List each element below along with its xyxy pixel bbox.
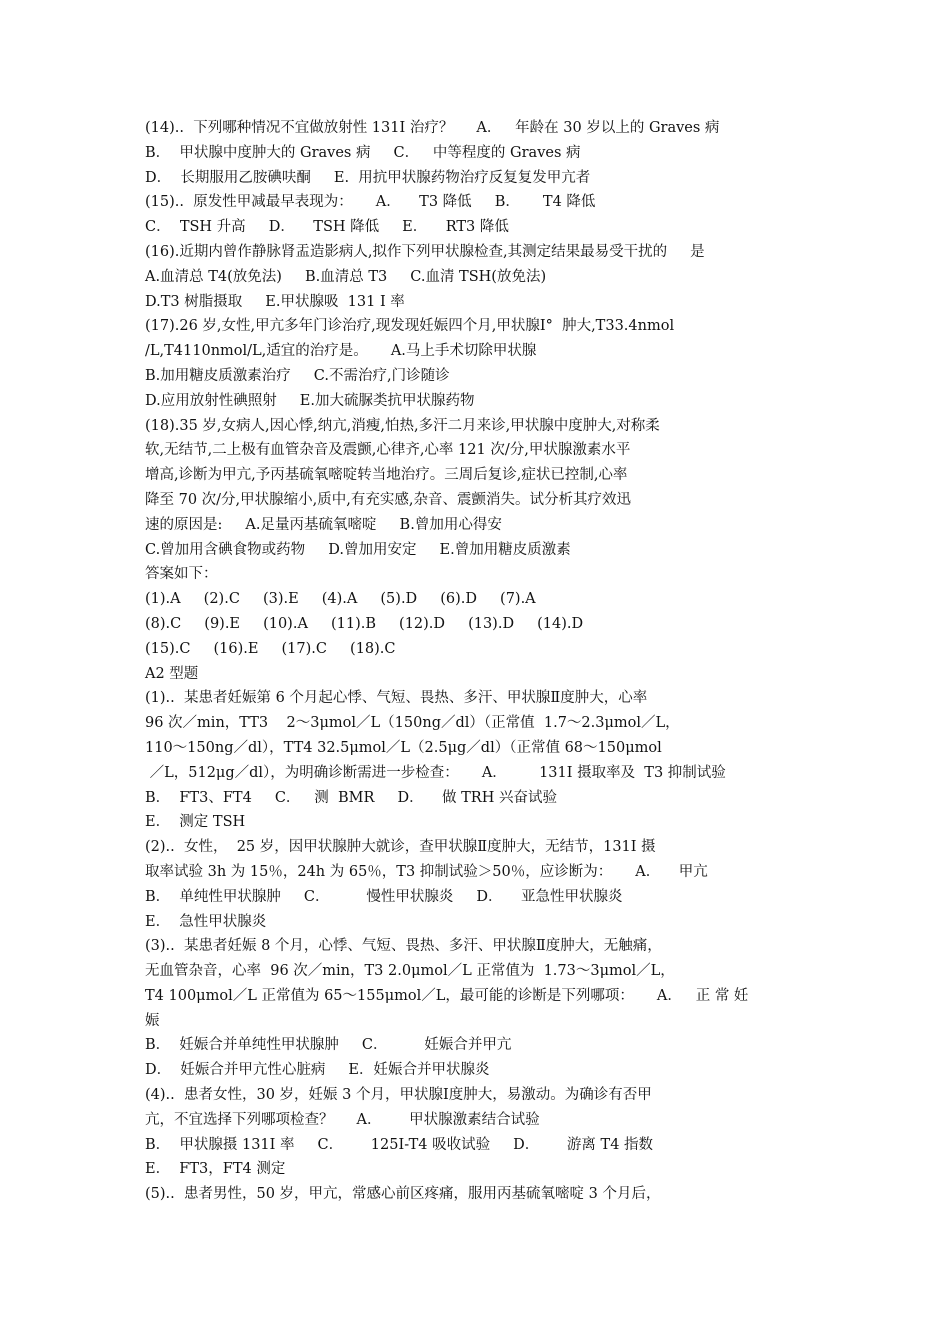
document-body [145, 116, 815, 1207]
question-16-options: A.血清总 T4(放免法) B.血清总 T3 C.血清 TSH(放免法) [145, 268, 547, 285]
a2-question-3-stem: (3).. 某患者妊娠 8 个月，心悸、气短、畏热、多汗、甲状腺Ⅱ度肿大，无触痛， [145, 938, 662, 955]
question-14-stem: (14).. 下列哪种情况不宜做放射性 131I 治疗？ A． 年龄在 30 岁以上的 Graves 病 [145, 120, 720, 136]
question-14-options: D． 长期服用乙胺碘呋酮 E. 用抗甲状腺药物治疗反复复发甲亢者 [145, 169, 591, 186]
a2-question-1-stem: 96 次／min，TT3 2～3μmol／L（150ng／dl）（正常值 1.7～2.3μmol／L， [145, 715, 680, 732]
a2-question-4-options: B． 甲状腺摄 131I 率 C． 125I-T4 吸收试验 D． 游离 T4 指数 [145, 1136, 654, 1153]
a2-question-4-stem: (4).. 患者女性，30 岁，妊娠 3 个月，甲状腺Ⅰ度肿大，易激动。为确诊有否甲 [145, 1087, 652, 1104]
question-18-stem: (18).35 岁,女病人,因心悸,纳亢,消瘦,怕热,多汗二月来诊,甲状腺中度肿大,对称柔 [145, 417, 660, 434]
question-16-options: D.T3 树脂摄取 E.甲状腺吸 131 I 率 [145, 293, 405, 310]
a2-question-2-options: B． 单纯性甲状腺肿 C． 慢性甲状腺炎 D． 亚急性甲状腺炎 [145, 888, 623, 905]
question-17-stem: /L,T4110nmol/L,适宜的治疗是。 A.马上手术切除甲状腺 [145, 343, 537, 360]
a2-question-1-stem: (1).. 某患者妊娠第 6 个月起心悸、气短、畏热、多汗、甲状腺Ⅱ度肿大，心率 [145, 690, 648, 707]
a2-question-5-stem: (5).. 患者男性，50 岁，甲亢，常感心前区疼痛，服用丙基硫氧嘧啶 3 个月后， [145, 1186, 661, 1203]
question-15-stem: (15).. 原发性甲减最早表现为： A． T3 降低 B． T4 降低 [145, 194, 596, 211]
a2-question-3-stem: 无血管杂音，心率 96 次／min，T3 2.0μmol／L 正常值为 1.73～3μmol／L， [145, 963, 675, 980]
a2-question-4-stem: 亢，不宜选择下列哪项检查？ A． 甲状腺激素结合试验 [145, 1111, 540, 1128]
a2-question-1-stem: ／L，512μg／dl），为明确诊断需进一步检查： A． 131I 摄取率及 T3 抑制试验 [145, 764, 726, 781]
answer-key-row: (1).A (2).C (3).E (4).A (5).D (6).D (7).A [145, 591, 536, 608]
question-18-options: C.曾加用含碘食物或药物 D.曾加用安定 E.曾加用糖皮质激素 [145, 541, 571, 558]
a2-question-2-stem: (2).. 女性， 25 岁，因甲状腺肿大就诊，查甲状腺Ⅱ度肿大，无结节，131I 摄 [145, 839, 656, 856]
a2-question-1-stem: 110～150ng／dl），TT4 32.5μmol／L（2.5μg／dl）（正常值 68～150μmol [145, 739, 662, 756]
question-17-options: D.应用放射性碘照射 E.加大硫脲类抗甲状腺药物 [145, 392, 475, 409]
question-17-options: B.加用糖皮质激素治疗 C.不需治疗,门诊随诊 [145, 367, 450, 384]
question-18-stem: 软,无结节,二上极有血管杂音及震颤,心律齐,心率 121 次/分,甲状腺激素水平 [145, 442, 631, 459]
a2-question-1-options: E． 测定 TSH [145, 814, 246, 831]
answer-key-row: (15).C (16).E (17).C (18).C [145, 640, 396, 657]
question-15-options: C． TSH 升高 D． TSH 降低 E． RT3 降低 [145, 219, 509, 236]
question-18-stem: 降至 70 次/分,甲状腺缩小,质中,有充实感,杂音、震颤消失。试分析其疗效迅 [145, 491, 631, 508]
question-17-stem: (17).26 岁,女性,甲亢多年门诊治疗,现发现妊娠四个月,甲状腺Ⅰ° 肿大,T33.4nmol [145, 318, 675, 335]
a2-question-3-options: D． 妊娠合并甲亢性心脏病 E．妊娠合并甲状腺炎 [145, 1062, 490, 1079]
question-16-stem: (16).近期内曾作静脉肾盂造影病人,拟作下列甲状腺检查,其测定结果最易受干扰的 是 [145, 243, 705, 260]
answer-key-row: (8).C (9).E (10).A (11).B (12).D (13).D (14).D [145, 615, 584, 632]
a2-question-2-options: E． 急性甲状腺炎 [145, 913, 267, 930]
section-heading-a2: A2 型题 [145, 665, 199, 682]
a2-question-4-options: E． FT3，FT4 测定 [145, 1161, 286, 1178]
a2-question-3-stem: 娠 [145, 1012, 160, 1029]
a2-question-2-stem: 取率试验 3h 为 15％，24h 为 65％，T3 抑制试验＞50％，应诊断为： A． 甲亢 [145, 863, 708, 880]
question-18-options: 速的原因是: A.足量丙基硫氧嘧啶 B.曾加用心得安 [145, 516, 502, 533]
question-18-stem: 增高,诊断为甲亢,予丙基硫氧嘧啶转当地治疗。三周后复诊,症状已控制,心率 [145, 467, 628, 484]
question-14-options: B． 甲状腺中度肿大的 Graves 病 C． 中等程度的 Graves 病 [145, 144, 581, 161]
a2-question-3-stem: T4 100μmol／L 正常值为 65～155μmol／L，最可能的诊断是下列哪项： A． 正 常 妊 [145, 987, 749, 1004]
a2-question-3-options: B． 妊娠合并单纯性甲状腺肿 C． 妊娠合并甲亢 [145, 1037, 512, 1054]
answers-heading: 答案如下： [145, 566, 218, 583]
a2-question-1-options: B． FT3、FT4 C． 测 BMR D． 做 TRH 兴奋试验 [145, 789, 557, 806]
